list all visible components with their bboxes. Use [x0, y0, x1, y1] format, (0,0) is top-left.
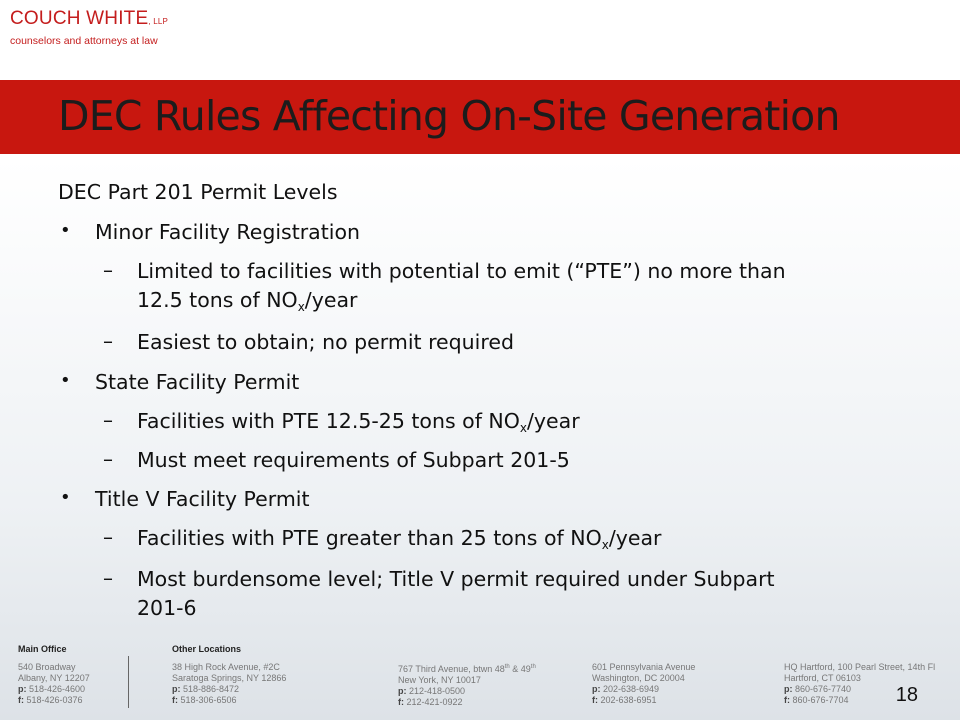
footer-divider [128, 656, 129, 708]
dash-icon: – [103, 447, 113, 471]
dash-icon: – [103, 566, 113, 590]
dash-icon: – [103, 525, 113, 549]
bullet-state-facility: State Facility Permit [95, 370, 300, 394]
office-hartford: HQ Hartford, 100 Pearl Street, 14th Fl Hartford, CT 06103 p: 860-676-7740 f: 860-676-7704 [784, 662, 936, 705]
office-washington: 601 Pennsylvania Avenue Washington, DC 20004 p: 202-638-6949 f: 202-638-6951 [592, 662, 696, 705]
office-new-york: 767 Third Avenue, btwn 48th & 49th New York, NY 10017 p: 212-418-0500 f: 212-421-0922 [398, 664, 536, 707]
firm-llp: , LLP [148, 17, 169, 26]
sub-item-burdensome-line1: Most burdensome level; Title V permit required under Subpart [137, 567, 775, 591]
bullet-minor-facility: Minor Facility Registration [95, 220, 360, 244]
sub-item-burdensome-line2: 201-6 [137, 596, 197, 620]
dash-icon: – [103, 258, 113, 282]
bullet-icon: • [60, 370, 71, 391]
firm-tagline: counselors and attorneys at law [10, 35, 158, 47]
firm-name: COUCH WHITE, LLP [10, 8, 169, 29]
office-saratoga: 38 High Rock Avenue, #2C Saratoga Springs, NY 12866 p: 518-886-8472 f: 518-306-6506 [172, 662, 287, 705]
dash-icon: – [103, 408, 113, 432]
firm-logo [10, 8, 168, 47]
page-number: 18 [895, 684, 918, 706]
sub-item-pte-limit-line2: 12.5 tons of $NO_x$/year [137, 288, 358, 314]
main-office-label: Main Office [18, 644, 67, 654]
sub-item-pte-limit-line1: Limited to facilities with potential to emit (“PTE”) no more than [137, 259, 786, 283]
other-locations-label: Other Locations [172, 644, 242, 654]
sub-item-pte-greater: Facilities with PTE greater than 25 tons of $NO_x$/year [137, 526, 662, 552]
sub-item-subpart-201-5: Must meet requirements of Subpart 201-5 [137, 448, 570, 472]
sub-item-pte-range: Facilities with PTE 12.5-25 tons of $NO_x$/year [137, 409, 580, 435]
dash-icon: – [103, 329, 113, 353]
content-heading: DEC Part 201 Permit Levels [58, 180, 338, 204]
bullet-title-v: Title V Facility Permit [95, 487, 310, 511]
sub-item-easiest: Easiest to obtain; no permit required [137, 330, 514, 354]
bullet-icon: • [60, 487, 71, 508]
bullet-icon: • [60, 220, 71, 241]
footer [0, 640, 960, 720]
slide-title: DEC Rules Affecting On-Site Generation [58, 92, 840, 140]
title-bar [0, 80, 960, 154]
office-albany: 540 Broadway Albany, NY 12207 p: 518-426-4600 f: 518-426-0376 [18, 662, 90, 705]
